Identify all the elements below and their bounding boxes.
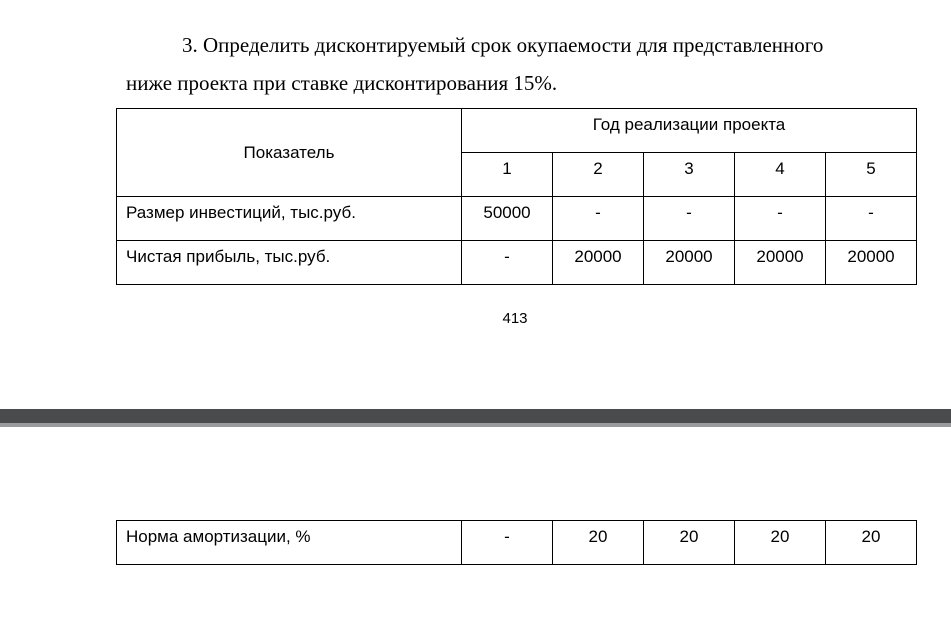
year-label: 5 bbox=[866, 159, 876, 178]
year-cell bbox=[826, 153, 917, 197]
cell-value: 20 bbox=[770, 527, 790, 546]
value-cell bbox=[735, 197, 826, 241]
cell-value: 20000 bbox=[665, 247, 713, 266]
table-row bbox=[117, 197, 917, 241]
cell-value: - bbox=[686, 203, 692, 222]
value-cell bbox=[553, 197, 644, 241]
cell-value: 20000 bbox=[574, 247, 622, 266]
cell-value: 20 bbox=[861, 527, 881, 546]
cell-value: - bbox=[595, 203, 601, 222]
year-header-cell bbox=[462, 109, 917, 153]
year-label: 3 bbox=[684, 159, 694, 178]
cell-value: 20 bbox=[679, 527, 699, 546]
task-line-2: ниже проекта при ставке дисконтирования 15%. bbox=[126, 71, 558, 95]
task-line-1: 3. Определить дисконтируемый срок окупаемости для представленного bbox=[182, 33, 824, 57]
year-cell bbox=[462, 153, 553, 197]
value-cell bbox=[553, 521, 644, 565]
row-label: Норма амортизации, % bbox=[126, 527, 311, 546]
cell-value: 20 bbox=[588, 527, 608, 546]
value-cell bbox=[553, 241, 644, 285]
value-cell bbox=[462, 241, 553, 285]
cell-value: 50000 bbox=[483, 203, 531, 222]
value-cell bbox=[735, 241, 826, 285]
table-row bbox=[117, 521, 917, 565]
year-label: 4 bbox=[775, 159, 785, 178]
value-cell bbox=[826, 197, 917, 241]
indicator-header-cell bbox=[117, 109, 462, 197]
value-cell bbox=[462, 521, 553, 565]
value-cell bbox=[644, 241, 735, 285]
cell-value: - bbox=[504, 247, 510, 266]
cell-value: - bbox=[504, 527, 510, 546]
page-separator bbox=[0, 409, 951, 427]
row-label: Размер инвестиций, тыс.руб. bbox=[126, 203, 356, 222]
row-label-cell bbox=[117, 197, 462, 241]
cell-value: 20000 bbox=[756, 247, 804, 266]
cell-value: - bbox=[777, 203, 783, 222]
year-header: Год реализации проекта bbox=[592, 115, 786, 134]
year-cell bbox=[553, 153, 644, 197]
row-label-cell bbox=[117, 241, 462, 285]
value-cell bbox=[462, 197, 553, 241]
value-cell bbox=[644, 197, 735, 241]
page-number: 413 bbox=[502, 310, 528, 327]
table-row bbox=[117, 241, 917, 285]
cell-value: 20000 bbox=[847, 247, 895, 266]
year-cell bbox=[735, 153, 826, 197]
page-separator-shadow bbox=[0, 423, 951, 427]
value-cell bbox=[735, 521, 826, 565]
indicator-header: Показатель bbox=[243, 142, 335, 162]
year-label: 2 bbox=[593, 159, 603, 178]
row-label-cell bbox=[117, 521, 462, 565]
continued-table bbox=[116, 520, 917, 565]
cell-value: - bbox=[868, 203, 874, 222]
row-label: Чистая прибыль, тыс.руб. bbox=[126, 247, 331, 266]
value-cell bbox=[826, 241, 917, 285]
value-cell bbox=[826, 521, 917, 565]
task-statement bbox=[126, 26, 916, 102]
project-data-table bbox=[116, 108, 917, 285]
value-cell bbox=[644, 521, 735, 565]
year-cell bbox=[644, 153, 735, 197]
year-label: 1 bbox=[502, 159, 512, 178]
